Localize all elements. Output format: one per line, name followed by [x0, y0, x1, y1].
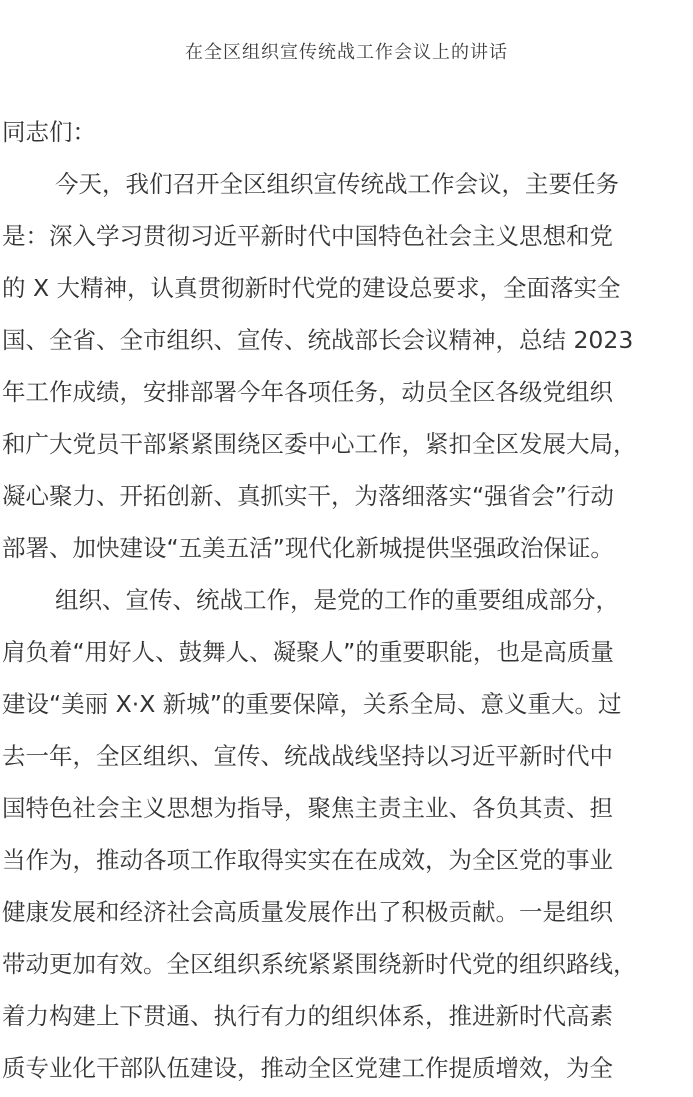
paragraph-line: 去一年，全区组织、宣传、统战战线坚持以习近平新时代中: [2, 742, 613, 770]
paragraph-line: 国、全省、全市组织、宣传、统战部长会议精神，总结 2023: [2, 326, 634, 354]
paragraph-line: 建设“美丽 X·X 新城”的重要保障，关系全局、意义重大。过: [2, 690, 622, 718]
paragraph-line: 是：深入学习贯彻习近平新时代中国特色社会主义思想和党: [2, 222, 613, 250]
paragraph-line: 质专业化干部队伍建设，推动全区党建工作提质增效，为全: [2, 1054, 613, 1082]
paragraph-line: 的 X 大精神，认真贯彻新时代党的建设总要求，全面落实全: [2, 274, 621, 302]
paragraph-line: 今天，我们召开全区组织宣传统战工作会议，主要任务: [55, 170, 619, 198]
greeting: 同志们：: [2, 118, 96, 146]
paragraph-line: 当作为，推动各项工作取得实实在在成效，为全区党的事业: [2, 846, 613, 874]
paragraph-line: 健康发展和经济社会高质量发展作出了积极贡献。一是组织: [2, 898, 613, 926]
paragraph-line: 组织、宣传、统战工作，是党的工作的重要组成部分，: [55, 586, 619, 614]
paragraph-line: 带动更加有效。全区组织系统紧紧围绕新时代党的组织路线，: [2, 950, 637, 978]
paragraph-line: 国特色社会主义思想为指导，聚焦主责主业、各负其责、担: [2, 794, 613, 822]
paragraph-line: 凝心聚力、开拓创新、真抓实干，为落细落实“强省会”行动: [2, 482, 614, 510]
document-title: 在全区组织宣传统战工作会议上的讲话: [185, 42, 508, 63]
paragraph-line: 肩负着“用好人、鼓舞人、凝聚人”的重要职能，也是高质量: [2, 638, 614, 666]
paragraph-line: 和广大党员干部紧紧围绕区委中心工作，紧扣全区发展大局，: [2, 430, 637, 458]
paragraph-line: 年工作成绩，安排部署今年各项任务，动员全区各级党组织: [2, 378, 613, 406]
paragraph-line: 着力构建上下贯通、执行有力的组织体系，推进新时代高素: [2, 1002, 613, 1030]
paragraph-line: 部署、加快建设“五美五活”现代化新城提供坚强政治保证。: [2, 534, 614, 562]
